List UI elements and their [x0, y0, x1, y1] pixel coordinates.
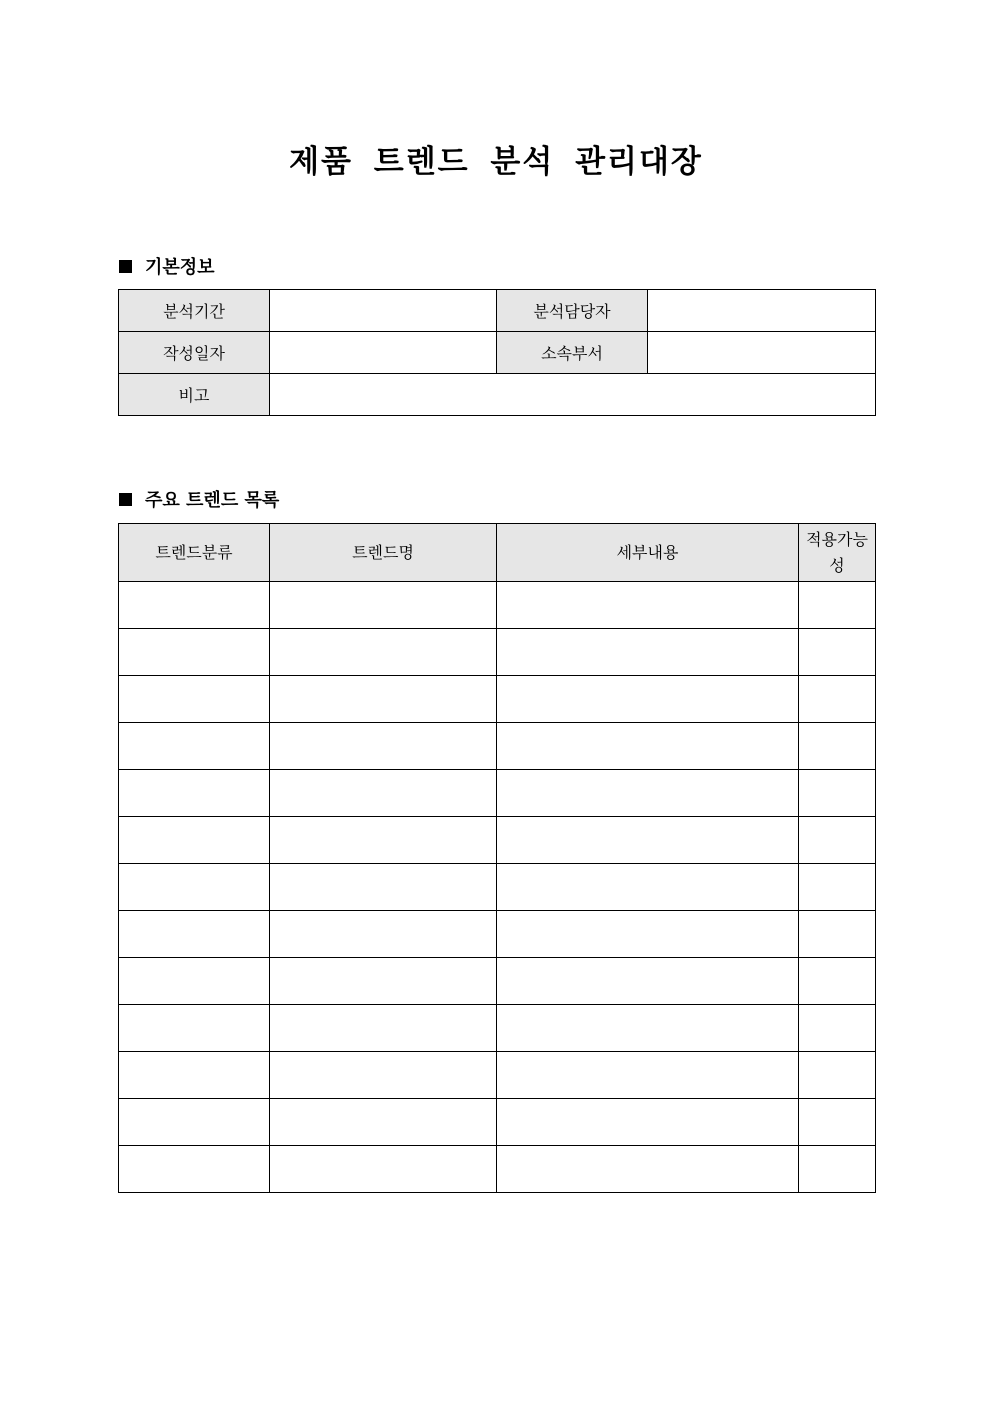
trend-name-cell[interactable] — [270, 1099, 497, 1146]
trend-name-cell[interactable] — [270, 958, 497, 1005]
table-row — [119, 1146, 876, 1193]
table-row — [119, 911, 876, 958]
details-cell[interactable] — [497, 958, 799, 1005]
table-row — [119, 1052, 876, 1099]
column-header-category: 트렌드분류 — [119, 524, 270, 582]
details-cell[interactable] — [497, 582, 799, 629]
trend-name-cell[interactable] — [270, 723, 497, 770]
trend-name-cell[interactable] — [270, 629, 497, 676]
section-heading-label: 주요 트렌드 목록 — [145, 490, 280, 511]
category-cell[interactable] — [119, 1052, 270, 1099]
trend-name-cell[interactable] — [270, 582, 497, 629]
square-bullet-icon — [119, 260, 132, 273]
table-row — [119, 1099, 876, 1146]
applicability-cell[interactable] — [799, 911, 876, 958]
details-cell[interactable] — [497, 1005, 799, 1052]
table-row — [119, 332, 876, 374]
trend-list-body — [119, 582, 876, 1193]
trend-name-cell[interactable] — [270, 864, 497, 911]
category-cell[interactable] — [119, 864, 270, 911]
trend-name-cell[interactable] — [270, 1052, 497, 1099]
table-row — [119, 629, 876, 676]
applicability-cell[interactable] — [799, 676, 876, 723]
square-bullet-icon — [119, 493, 132, 506]
applicability-cell[interactable] — [799, 1099, 876, 1146]
date-label: 작성일자 — [119, 332, 270, 374]
category-cell[interactable] — [119, 676, 270, 723]
column-header-applicability: 적용가능성 — [799, 524, 876, 582]
category-cell[interactable] — [119, 723, 270, 770]
column-header-trend-name: 트렌드명 — [270, 524, 497, 582]
period-label: 분석기간 — [119, 290, 270, 332]
table-row — [119, 770, 876, 817]
applicability-cell[interactable] — [799, 1052, 876, 1099]
table-row — [119, 958, 876, 1005]
details-cell[interactable] — [497, 770, 799, 817]
details-cell[interactable] — [497, 1052, 799, 1099]
column-header-details: 세부내용 — [497, 524, 799, 582]
trend-name-cell[interactable] — [270, 770, 497, 817]
table-row — [119, 676, 876, 723]
category-cell[interactable] — [119, 958, 270, 1005]
details-cell[interactable] — [497, 629, 799, 676]
table-row — [119, 864, 876, 911]
details-cell[interactable] — [497, 864, 799, 911]
details-cell[interactable] — [497, 676, 799, 723]
remarks-field[interactable] — [270, 374, 876, 416]
trend-name-cell[interactable] — [270, 1005, 497, 1052]
department-field[interactable] — [648, 332, 876, 374]
applicability-cell[interactable] — [799, 629, 876, 676]
applicability-cell[interactable] — [799, 582, 876, 629]
category-cell[interactable] — [119, 770, 270, 817]
table-row — [119, 723, 876, 770]
table-row — [119, 582, 876, 629]
table-row — [119, 817, 876, 864]
date-field[interactable] — [270, 332, 497, 374]
applicability-cell[interactable] — [799, 723, 876, 770]
applicability-cell[interactable] — [799, 958, 876, 1005]
remarks-label: 비고 — [119, 374, 270, 416]
trend-list-table — [118, 523, 876, 1193]
category-cell[interactable] — [119, 1005, 270, 1052]
trend-name-cell[interactable] — [270, 676, 497, 723]
applicability-cell[interactable] — [799, 817, 876, 864]
analyst-label: 분석담당자 — [497, 290, 648, 332]
analyst-field[interactable] — [648, 290, 876, 332]
category-cell[interactable] — [119, 911, 270, 958]
applicability-cell[interactable] — [799, 1005, 876, 1052]
details-cell[interactable] — [497, 1146, 799, 1193]
table-row — [119, 1005, 876, 1052]
category-cell[interactable] — [119, 1146, 270, 1193]
trend-name-cell[interactable] — [270, 1146, 497, 1193]
applicability-cell[interactable] — [799, 770, 876, 817]
department-label: 소속부서 — [497, 332, 648, 374]
table-header-row — [119, 524, 876, 582]
details-cell[interactable] — [497, 911, 799, 958]
trend-name-cell[interactable] — [270, 817, 497, 864]
trend-name-cell[interactable] — [270, 911, 497, 958]
details-cell[interactable] — [497, 817, 799, 864]
period-field[interactable] — [270, 290, 497, 332]
table-row — [119, 374, 876, 416]
section-heading-trend-list — [119, 486, 279, 512]
applicability-cell[interactable] — [799, 864, 876, 911]
section-heading-label: 기본정보 — [145, 257, 215, 278]
page-title: 제품 트렌드 분석 관리대장 — [289, 144, 703, 180]
applicability-cell[interactable] — [799, 1146, 876, 1193]
section-heading-basic-info — [119, 253, 215, 279]
details-cell[interactable] — [497, 723, 799, 770]
category-cell[interactable] — [119, 1099, 270, 1146]
category-cell[interactable] — [119, 817, 270, 864]
category-cell[interactable] — [119, 582, 270, 629]
category-cell[interactable] — [119, 629, 270, 676]
details-cell[interactable] — [497, 1099, 799, 1146]
table-row — [119, 290, 876, 332]
basic-info-table — [118, 289, 876, 416]
